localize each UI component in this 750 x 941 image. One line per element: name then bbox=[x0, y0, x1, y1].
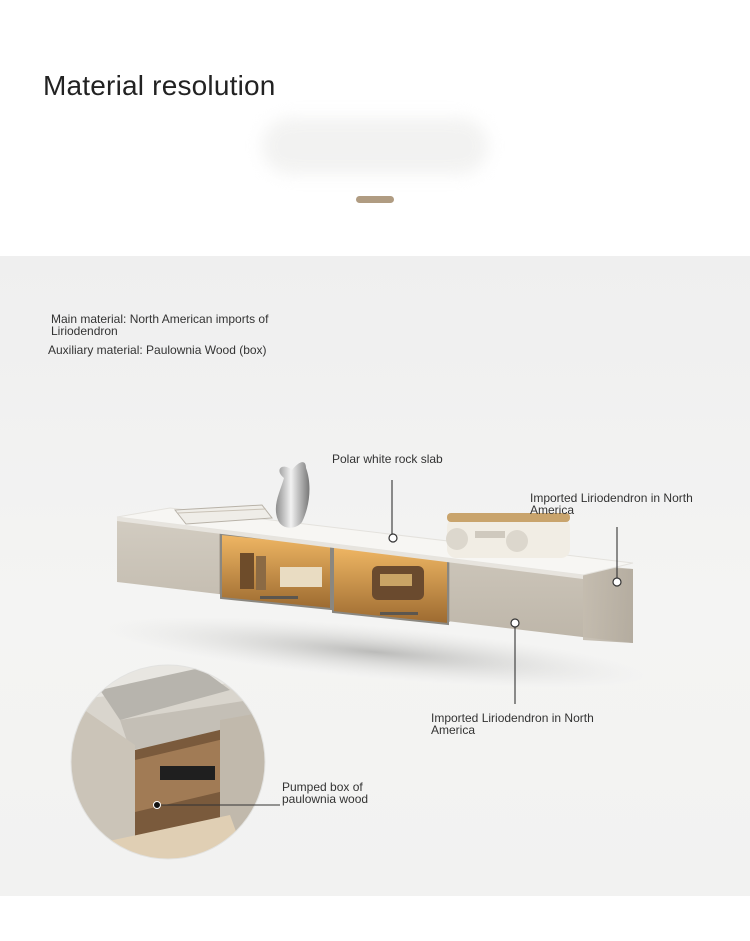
radio-device bbox=[446, 513, 570, 558]
callout-rock-slab: Polar white rock slab bbox=[332, 452, 443, 466]
callout-side-panel: Imported Liriodendron in North America bbox=[530, 491, 693, 517]
main-material-text: Main material: North American imports of Liriodendron bbox=[51, 312, 269, 338]
page-title: Material resolution bbox=[43, 70, 276, 101]
chrome-vase bbox=[276, 462, 310, 528]
cabinet-right-side bbox=[583, 567, 633, 643]
auxiliary-material-text: Auxiliary material: Paulownia Wood (box) bbox=[48, 343, 267, 357]
callout-drawer-box: Pumped box of paulownia wood bbox=[282, 780, 369, 806]
callout-front-panel: Imported Liriodendron in North America bbox=[431, 711, 594, 737]
drawer-detail-inset bbox=[60, 660, 280, 870]
